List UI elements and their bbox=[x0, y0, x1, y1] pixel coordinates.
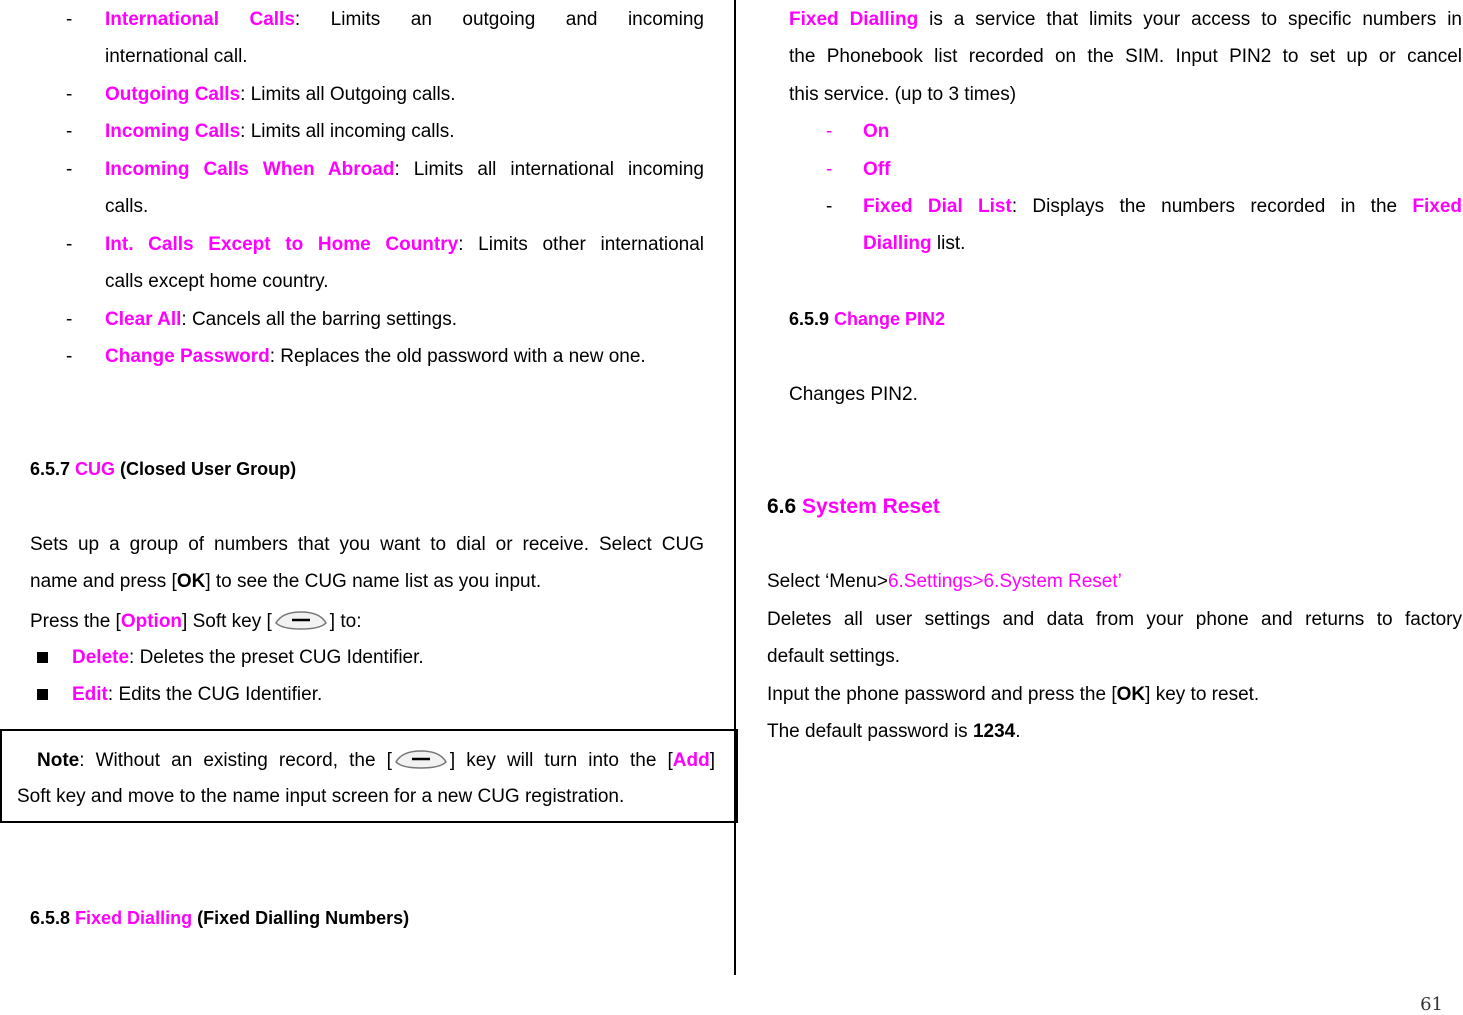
fdn-option-list bbox=[863, 196, 1462, 218]
list-dash: - bbox=[66, 121, 73, 142]
cug-option-edit bbox=[72, 684, 322, 706]
fdn-description-line1 bbox=[789, 9, 1462, 31]
separator: : bbox=[458, 234, 464, 255]
term-label: Fixed Dialling bbox=[789, 9, 919, 30]
section-number: 6.5.7 bbox=[30, 459, 76, 479]
section-name: System Reset bbox=[802, 495, 940, 518]
term-label: Change Password bbox=[105, 346, 270, 367]
term-label: Delete bbox=[72, 647, 130, 668]
section-number: 6.6 bbox=[767, 495, 803, 518]
text: : Without an existing record, the [ bbox=[79, 750, 392, 771]
term-text: Limits all incoming calls. bbox=[245, 121, 455, 142]
section-heading-change-pin2 bbox=[789, 309, 945, 330]
text: is a service that limits your access to specific numbers in bbox=[918, 9, 1462, 30]
bullet-square-icon bbox=[37, 689, 48, 700]
term-text: : Displays the numbers recorded in the bbox=[1011, 196, 1413, 217]
text: Input the phone password and press the [ bbox=[767, 684, 1117, 705]
term-label: Outgoing Calls bbox=[105, 84, 241, 105]
fdn-option-off: Off bbox=[863, 159, 891, 180]
note-label: Note bbox=[37, 750, 80, 771]
term-label: International Calls bbox=[105, 9, 295, 30]
note-line2: Soft key and move to the name input screen for a new CUG registration. bbox=[17, 786, 625, 807]
list-item-outgoing-calls bbox=[105, 84, 456, 106]
separator: : bbox=[240, 84, 246, 105]
reset-menu-path bbox=[767, 571, 1122, 593]
text: ] Soft key [ bbox=[182, 611, 272, 632]
fdn-description-line3: this service. (up to 3 times) bbox=[789, 84, 1017, 105]
term-text: Limits an outgoing and incoming bbox=[300, 9, 704, 30]
separator: : bbox=[294, 9, 301, 30]
list-dash: - bbox=[826, 196, 833, 217]
section-name: Change PIN2 bbox=[834, 309, 946, 329]
list-item-incoming-calls-abroad bbox=[105, 159, 704, 181]
text: Select ‘Menu> bbox=[767, 571, 888, 592]
section-name: CUG bbox=[75, 459, 116, 479]
separator: : bbox=[394, 159, 400, 180]
text: ] key to reset. bbox=[1145, 684, 1260, 705]
bullet-square-icon bbox=[37, 652, 48, 663]
reset-description-line1: Deletes all user settings and data from your phone and returns to factory bbox=[767, 609, 1462, 630]
pin2-description: Changes PIN2. bbox=[789, 384, 918, 405]
term-label: Incoming Calls bbox=[105, 121, 241, 142]
text: The default password is bbox=[767, 721, 973, 742]
section-name: Fixed Dialling bbox=[75, 908, 193, 928]
list-item-continuation: international call. bbox=[105, 46, 248, 67]
soft-key-icon bbox=[392, 748, 450, 770]
list-dash: - bbox=[826, 159, 833, 180]
ok-key-label: OK bbox=[1116, 684, 1146, 705]
term-text: Replaces the old password with a new one. bbox=[275, 346, 646, 367]
fdn-description-line2: the Phonebook list recorded on the SIM. Input PIN2 to set up or cancel bbox=[789, 46, 1462, 67]
list-item-international-calls bbox=[105, 9, 704, 31]
list-dash: - bbox=[66, 309, 73, 330]
list-dash: - bbox=[826, 121, 833, 142]
page-number: 61 bbox=[1420, 994, 1443, 1015]
list-dash: - bbox=[66, 234, 73, 255]
add-key-label: Add bbox=[672, 750, 710, 771]
list-dash: - bbox=[66, 84, 73, 105]
term-text: Limits all international incoming bbox=[399, 159, 704, 180]
reset-description-line2: default settings. bbox=[767, 646, 901, 667]
text: name and press [ bbox=[30, 571, 177, 592]
term-label: Edit bbox=[72, 684, 108, 705]
text: Press the [ bbox=[30, 611, 121, 632]
term-ref: Fixed bbox=[1412, 196, 1462, 217]
menu-path: 6.Settings>6.System Reset’ bbox=[887, 571, 1122, 592]
separator: : bbox=[269, 346, 275, 367]
cug-option-instruction bbox=[30, 609, 361, 633]
reset-default-password bbox=[767, 721, 1021, 743]
section-number: 6.5.8 bbox=[30, 908, 76, 928]
term-label: Int. Calls Except to Home Country bbox=[105, 234, 459, 255]
cug-option-delete bbox=[72, 647, 424, 669]
list-dash: - bbox=[66, 159, 73, 180]
reset-instruction bbox=[767, 684, 1259, 706]
list-item-clear-all bbox=[105, 309, 457, 331]
list-item-change-password bbox=[105, 346, 646, 368]
note-line1 bbox=[37, 748, 715, 772]
fdn-option-list-continuation bbox=[863, 233, 965, 255]
note-box bbox=[0, 729, 738, 823]
term-text: : Edits the CUG Identifier. bbox=[107, 684, 323, 705]
term-label: Incoming Calls When Abroad bbox=[105, 159, 395, 180]
text: . bbox=[1015, 721, 1021, 742]
list-item-incoming-calls bbox=[105, 121, 455, 143]
term-text: : Deletes the preset CUG Identifier. bbox=[129, 647, 424, 668]
soft-key-icon bbox=[272, 609, 330, 631]
password-value: 1234 bbox=[972, 721, 1016, 742]
section-heading-fixed-dialling bbox=[30, 908, 409, 929]
text: ] key will turn into the [ bbox=[449, 750, 673, 771]
cug-description-line2 bbox=[30, 571, 541, 593]
term-label: Fixed Dial List bbox=[863, 196, 1012, 217]
section-suffix: (Fixed Dialling Numbers) bbox=[192, 908, 410, 928]
fdn-option-on: On bbox=[863, 121, 890, 142]
text: ] to: bbox=[329, 611, 362, 632]
section-number: 6.5.9 bbox=[789, 309, 835, 329]
separator: : bbox=[181, 309, 187, 330]
term-text: Limits all Outgoing calls. bbox=[245, 84, 456, 105]
term-label: Clear All bbox=[105, 309, 182, 330]
list-dash: - bbox=[66, 346, 73, 367]
column-divider bbox=[734, 0, 736, 975]
list-dash: - bbox=[66, 9, 73, 30]
list-item-int-calls-except-home bbox=[105, 234, 704, 256]
section-suffix: (Closed User Group) bbox=[115, 459, 297, 479]
cug-description-line1: Sets up a group of numbers that you want to dial or receive. Select CUG bbox=[30, 534, 704, 555]
text: list. bbox=[931, 233, 966, 254]
term-text: Cancels all the barring settings. bbox=[186, 309, 458, 330]
section-heading-system-reset bbox=[767, 495, 940, 519]
option-key-label: Option bbox=[120, 611, 183, 632]
text: ] bbox=[709, 750, 716, 771]
term-text: Limits other international bbox=[463, 234, 704, 255]
section-heading-cug bbox=[30, 459, 296, 480]
list-item-continuation: calls except home country. bbox=[105, 271, 329, 292]
list-item-continuation: calls. bbox=[105, 196, 149, 217]
text: ] to see the CUG name list as you input. bbox=[205, 571, 542, 592]
term-ref: Dialling bbox=[863, 233, 932, 254]
separator: : bbox=[240, 121, 246, 142]
ok-key-label: OK bbox=[176, 571, 206, 592]
